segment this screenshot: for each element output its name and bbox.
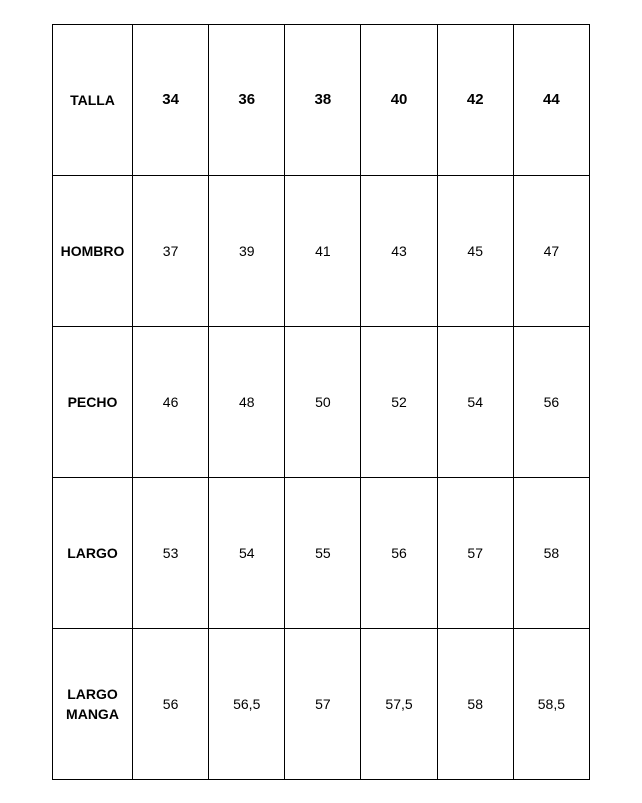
table-cell: 47	[513, 176, 589, 327]
size-header-cell: 40	[361, 25, 437, 176]
table-cell: 58	[513, 478, 589, 629]
table-cell: 56	[513, 327, 589, 478]
table-cell: 56	[361, 478, 437, 629]
size-header-cell: 36	[209, 25, 285, 176]
row-label-largo-manga	[53, 629, 133, 780]
table-cell: 45	[437, 176, 513, 327]
table-cell: 57	[437, 478, 513, 629]
row-label-hombro: HOMBRO	[53, 176, 133, 327]
size-chart-table	[52, 24, 590, 780]
table-cell: 54	[437, 327, 513, 478]
size-header-cell: 38	[285, 25, 361, 176]
size-header-cell: 34	[133, 25, 209, 176]
table-cell: 56,5	[209, 629, 285, 780]
table-cell: 41	[285, 176, 361, 327]
table-cell: 39	[209, 176, 285, 327]
table-cell: 48	[209, 327, 285, 478]
table-cell: 58	[437, 629, 513, 780]
table-row-talla	[53, 25, 590, 176]
table-cell: 55	[285, 478, 361, 629]
table-cell: 58,5	[513, 629, 589, 780]
table-cell: 56	[133, 629, 209, 780]
table-cell: 57	[285, 629, 361, 780]
table-row-pecho	[53, 327, 590, 478]
table-cell: 43	[361, 176, 437, 327]
row-label-largo: LARGO	[53, 478, 133, 629]
size-header-cell: 44	[513, 25, 589, 176]
row-label-line: LARGO	[67, 686, 118, 702]
row-label-talla: TALLA	[53, 25, 133, 176]
table-cell: 37	[133, 176, 209, 327]
table-cell: 57,5	[361, 629, 437, 780]
table-cell: 54	[209, 478, 285, 629]
table-row-largo	[53, 478, 590, 629]
table-cell: 52	[361, 327, 437, 478]
table-cell: 46	[133, 327, 209, 478]
table-row-hombro	[53, 176, 590, 327]
row-label-line: MANGA	[66, 706, 119, 722]
size-header-cell: 42	[437, 25, 513, 176]
table-cell: 53	[133, 478, 209, 629]
table-row-largo-manga	[53, 629, 590, 780]
row-label-pecho: PECHO	[53, 327, 133, 478]
table-cell: 50	[285, 327, 361, 478]
